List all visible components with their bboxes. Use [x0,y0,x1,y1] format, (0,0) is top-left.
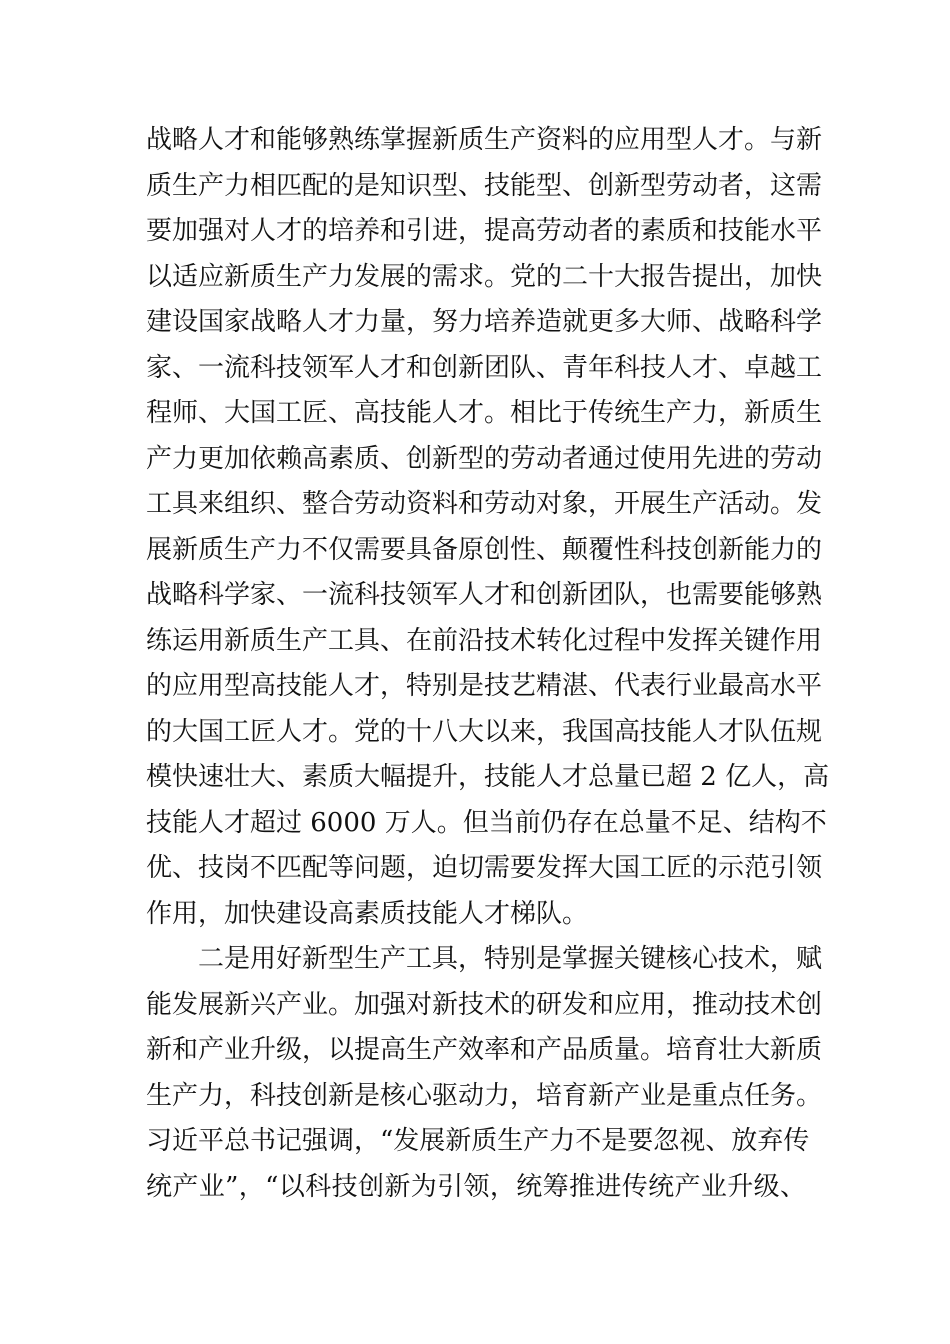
text-line: 生产力，科技创新是核心驱动力，培育新产业是重点任务。 [146,1080,823,1111]
paragraph-start-line: 二是用好新型生产工具，特别是掌握关键核心技术，赋 [198,944,823,974]
text-line: 新和产业升级，以提高生产效率和产品质量。培育壮大新质 [146,1035,823,1065]
text-line: 优、技岗不匹配等问题，迫切需要发挥大国工匠的示范引领 [146,853,823,883]
text-line: 以适应新质生产力发展的需求。党的二十大报告提出，加快 [146,261,823,292]
text-line: 建设国家战略人才力量，努力培养造就更多大师、战略科学 [146,307,823,337]
text-line: 练运用新质生产工具、在前沿技术转化过程中发挥关键作用 [146,625,823,656]
text-line: 家、一流科技领军人才和创新团队、青年科技人才、卓越工 [146,352,823,383]
paragraph-end-line: 作用，加快建设高素质技能人才梯队。 [146,898,589,929]
text-line: 的应用型高技能人才，特别是技艺精湛、代表行业最高水平 [146,671,823,701]
text-line: 战略人才和能够熟练掌握新质生产资料的应用型人才。与新 [146,125,823,155]
text-line: 要加强对人才的培养和引进，提高劳动者的素质和技能水平 [146,216,823,246]
text-line: 技能人才超过 6000 万人。但当前仍存在总量不足、结构不 [146,807,827,838]
text-line: 能发展新兴产业。加强对新技术的研发和应用，推动技术创 [146,989,823,1020]
text-line: 战略科学家、一流科技领军人才和创新团队，也需要能够熟 [146,580,823,610]
text-line: 工具来组织、整合劳动资料和劳动对象，开展生产活动。发 [146,489,823,519]
text-line: 程师、大国工匠、高技能人才。相比于传统生产力，新质生 [146,398,823,428]
text-line: 的大国工匠人才。党的十八大以来，我国高技能人才队伍规 [146,716,823,747]
text-line: 统产业”，“以科技创新为引领，统筹推进传统产业升级、 [146,1171,806,1202]
text-line: 产力更加依赖高素质、创新型的劳动者通过使用先进的劳动 [146,443,823,474]
body-text [146,118,830,1210]
text-line: 模快速壮大、素质大幅提升，技能人才总量已超 2 亿人，高 [146,762,830,792]
text-line: 习近平总书记强调，“发展新质生产力不是要忽视、放弃传 [146,1126,810,1156]
text-line: 展新质生产力不仅需要具备原创性、颠覆性科技创新能力的 [146,534,823,565]
text-line: 质生产力相匹配的是知识型、技能型、创新型劳动者，这需 [146,170,823,201]
